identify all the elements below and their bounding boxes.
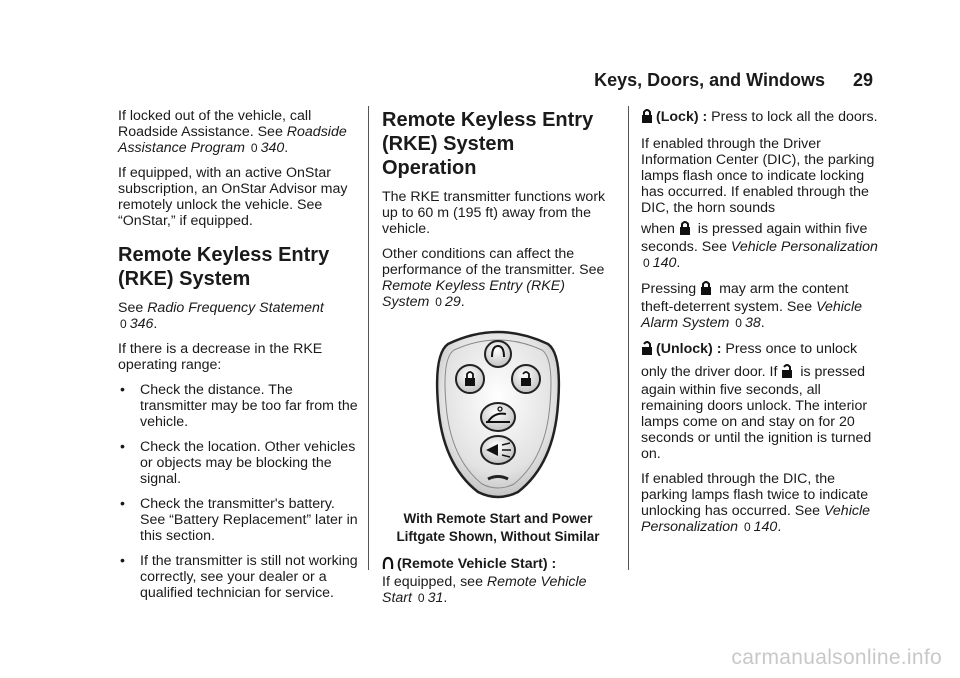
vehicle-personalization-link[interactable]: Vehicle Personalization [641, 503, 870, 535]
lock-icon [641, 108, 653, 127]
bullet-icon: • [120, 496, 125, 512]
page-ref-arrow: 0 [643, 256, 650, 270]
remote-start-link[interactable]: Remote Vehicle Start [382, 574, 587, 606]
remote-start-page-ref[interactable]: 31 [427, 590, 444, 606]
page-ref-arrow: 0 [250, 141, 258, 155]
conditions-paragraph: Other conditions can affect the performance of the transmitter. See Remote Keyless Entry (RKE) System 0 29. [382, 246, 605, 310]
column-1 [118, 108, 360, 610]
lock-icon [679, 220, 691, 239]
rke-system-link[interactable]: Remote Keyless Entry (RKE) System [382, 278, 565, 310]
unlock-detail-paragraph: only the driver door. If is pressed again within five seconds, all remaining doors unlock. The interior lamps come on and stay on for 20 seconds or until the ignition is turned on. [641, 364, 872, 462]
roadside-paragraph: If locked out of the vehicle, call Roadside Assistance. See Roadside Assistance Program 0 340. [118, 108, 347, 156]
list-item: • If the transmitter is still not working correctly, see your dealer or a qualified technician for service. [120, 553, 358, 601]
page-number: 29 [852, 70, 873, 90]
lock-dic-paragraph: If enabled through the Driver Information Center (DIC), the parking lamps flash once to indicate locking has occurred. If enabled through the DIC, the horn sounds [641, 136, 875, 216]
theft-deterrent-paragraph: Pressing may arm the content theft-deterrent system. See Vehicle Alarm System 0 38. [641, 281, 863, 331]
section-title: Keys, Doors, and Windows [594, 70, 825, 90]
page-header [0, 70, 960, 100]
vehicle-personalization-page-ref[interactable]: 140 [652, 255, 677, 271]
column-2 [382, 108, 614, 615]
radio-frequency-link[interactable]: Radio Frequency Statement [147, 300, 324, 316]
vehicle-alarm-link[interactable]: Vehicle Alarm System [641, 299, 863, 331]
page-ref-arrow: 0 [735, 316, 742, 330]
roadside-page-ref[interactable]: 340 [260, 140, 285, 156]
bullet-icon: • [120, 382, 125, 398]
range-checklist [118, 382, 360, 601]
list-item: • Check the location. Other vehicles or objects may be blocking the signal. [120, 439, 356, 487]
onstar-paragraph: If equipped, with an active OnStar subscription, an OnStar Advisor may remotely unlock the vehicle. See “OnStar,” if equipped. [118, 165, 348, 229]
figure-caption: With Remote Start and Power Liftgate Shown, Without Similar [396, 511, 600, 544]
roadside-link[interactable]: Roadside Assistance Program [118, 124, 347, 156]
unlock-icon [781, 363, 793, 382]
bullet-icon: • [120, 553, 125, 569]
page-ref-arrow: 0 [417, 591, 425, 605]
page-ref-arrow: 0 [120, 317, 127, 331]
range-decrease-paragraph: If there is a decrease in the RKE operating range: [118, 341, 323, 373]
page-ref-arrow: 0 [743, 520, 751, 534]
range-paragraph: The RKE transmitter functions work up to 60 m (195 ft) away from the vehicle. [382, 189, 606, 237]
remote-start-paragraph: (Remote Vehicle Start) : If equipped, see Remote Vehicle Start 0 31. [382, 556, 587, 606]
vehicle-alarm-page-ref[interactable]: 38 [744, 315, 761, 331]
key-fob-illustration [428, 324, 568, 500]
unlock-dic-paragraph: If enabled through the DIC, the parking lamps flash twice to indicate unlocking has occurred. See Vehicle Personalization 0 140. [641, 471, 870, 535]
lock-paragraph: (Lock) : Press to lock all the doors. [641, 108, 881, 127]
lock-icon [700, 280, 712, 299]
unlock-icon [641, 340, 653, 359]
unlock-paragraph: (Unlock) : Press once to unlock [641, 340, 881, 359]
vehicle-personalization-link[interactable]: Vehicle Personalization [730, 239, 878, 255]
radio-frequency-paragraph: See Radio Frequency Statement 0 346. [118, 300, 324, 332]
bullet-icon: • [120, 439, 125, 455]
rke-system-page-ref[interactable]: 29 [444, 294, 461, 310]
rke-operation-heading: Remote Keyless Entry (RKE) System Operation [382, 109, 594, 179]
list-item: • Check the transmitter's battery. See “Battery Replacement” later in this section. [120, 496, 358, 544]
rke-system-heading: Remote Keyless Entry (RKE) System [118, 244, 330, 290]
column-divider [368, 106, 369, 570]
vehicle-personalization-page-ref[interactable]: 140 [753, 519, 778, 535]
remote-start-icon [382, 556, 394, 574]
horn-paragraph: when is pressed again within five seconds. See Vehicle Personalization 0 140. [641, 221, 878, 271]
column-divider [628, 106, 629, 570]
watermark: carmanualsonline.info [731, 646, 942, 669]
list-item: • Check the distance. The transmitter may be too far from the vehicle. [120, 382, 358, 430]
column-3 [641, 108, 881, 544]
radio-frequency-page-ref[interactable]: 346 [129, 316, 154, 332]
page-ref-arrow: 0 [435, 295, 442, 309]
